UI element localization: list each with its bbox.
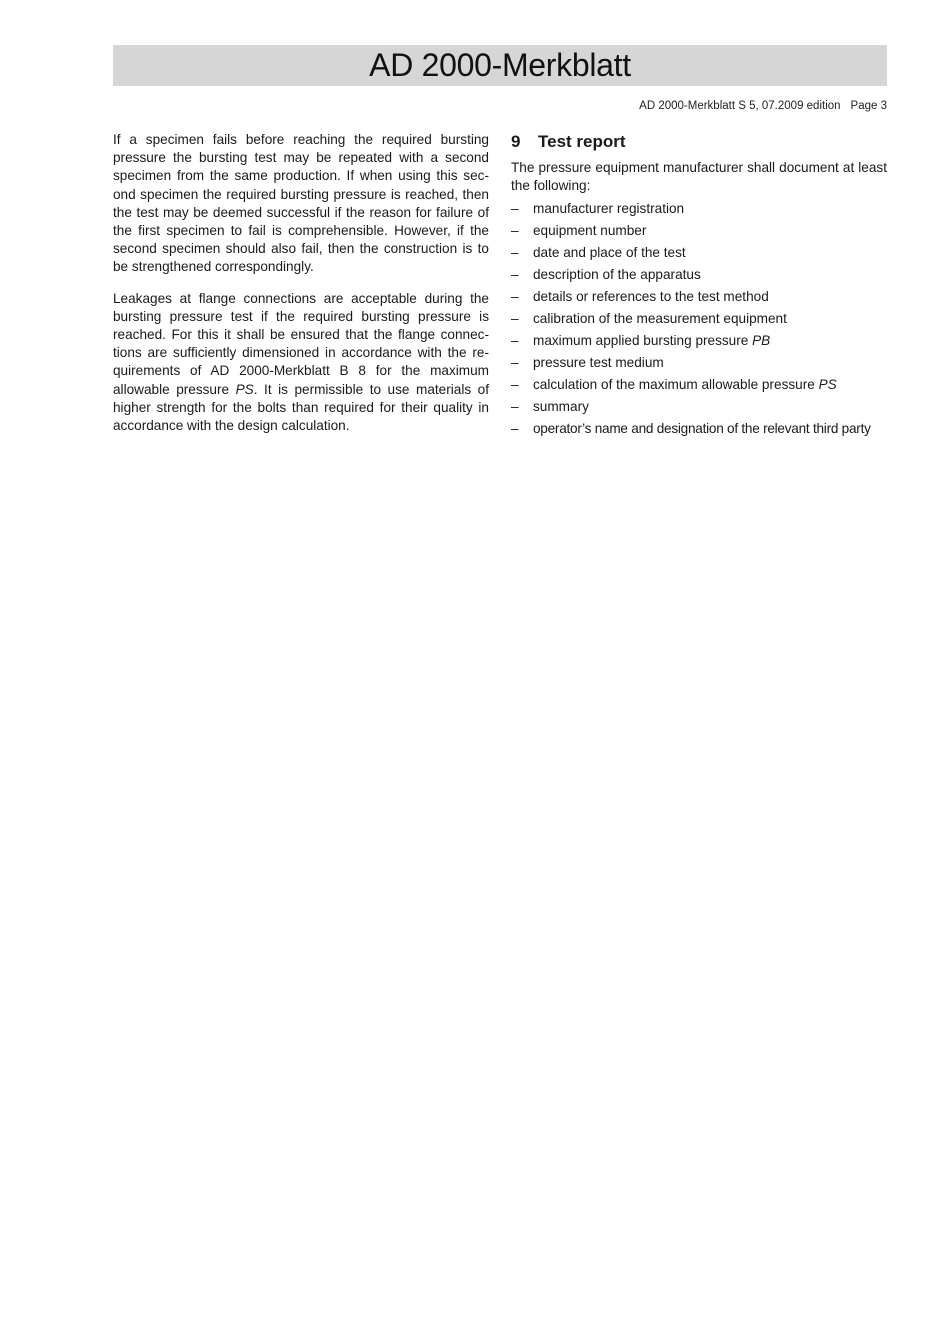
dash-bullet: –	[511, 333, 519, 348]
document-title: AD 2000-Merkblatt	[369, 47, 631, 83]
list-item-text: details or references to the test method	[533, 289, 769, 304]
paragraph-bursting-test-repeat: If a specimen fails before reaching the required bursting pressure the bursting test may be repeated with a second specimen from the same production. If when using this second specimen the required bursting pressure is reached, then the test may be deemed successful if the reason for failure of the first specimen to fail is comprehensible. However, if the second specimen should also fail, then the construction is to be strengthened correspondingly.	[113, 132, 489, 275]
page-meta	[639, 100, 887, 112]
list-item	[511, 264, 887, 286]
dash-bullet: –	[511, 311, 519, 326]
list-item	[511, 352, 887, 374]
list-item	[511, 286, 887, 308]
document-header-bar	[113, 45, 887, 86]
section-intro: The pressure equipment manufacturer shall document at least the following:	[511, 160, 887, 193]
list-item-text	[533, 332, 770, 350]
test-report-list	[511, 198, 887, 440]
list-item-text: operator’s name and designation of the relevant third party	[533, 421, 871, 436]
section-heading	[511, 131, 887, 153]
symbol-ps: PS	[235, 381, 254, 397]
list-item-text: manufacturer registration	[533, 201, 685, 216]
item-label: calculation of the maximum allowable pressure	[533, 377, 819, 392]
list-item	[511, 330, 887, 352]
right-column	[511, 131, 887, 440]
list-item-text: equipment number	[533, 223, 647, 238]
section-title: Test report	[538, 132, 626, 151]
section-number: 9	[511, 132, 521, 151]
list-item	[511, 242, 887, 264]
list-item	[511, 220, 887, 242]
list-item-text: pressure test medium	[533, 355, 664, 370]
list-item	[511, 396, 887, 418]
paragraph-flange-leakage	[113, 290, 489, 436]
page-number: Page 3	[850, 100, 887, 112]
dash-bullet: –	[511, 245, 519, 260]
dash-bullet: –	[511, 377, 519, 392]
symbol-ps: PS	[818, 377, 837, 392]
list-item	[511, 418, 887, 440]
list-item-text: summary	[533, 399, 589, 414]
list-item-text	[533, 376, 837, 394]
dash-bullet: –	[511, 267, 519, 282]
left-column	[113, 131, 489, 448]
list-item-text: description of the apparatus	[533, 267, 701, 282]
paragraph-text: . It is permissible to use materials of higher strength for the bolts than required for their quality in accordance with the design calculation.	[113, 381, 489, 434]
edition-info: AD 2000-Merkblatt S 5, 07.2009 edition	[639, 100, 841, 112]
list-item-text: date and place of the test	[533, 245, 686, 260]
dash-bullet: –	[511, 223, 519, 238]
list-item	[511, 374, 887, 396]
symbol-pb: PB	[752, 333, 771, 348]
dash-bullet: –	[511, 421, 519, 436]
list-item	[511, 308, 887, 330]
paragraph-text: Leakages at flange connections are acceptable during the bursting pressure test if the required bursting pressure is reached. For this it shall be ensured that the flange connections are sufficiently dimensioned in accordance with the requirements of AD 2000-Merkblatt B 8 for the maximum allowable pressure	[113, 290, 489, 397]
list-item-text: calibration of the measurement equipment	[533, 311, 787, 326]
dash-bullet: –	[511, 399, 519, 414]
dash-bullet: –	[511, 289, 519, 304]
dash-bullet: –	[511, 201, 519, 216]
item-label: maximum applied bursting pressure	[533, 333, 753, 348]
list-item	[511, 198, 887, 220]
dash-bullet: –	[511, 355, 519, 370]
